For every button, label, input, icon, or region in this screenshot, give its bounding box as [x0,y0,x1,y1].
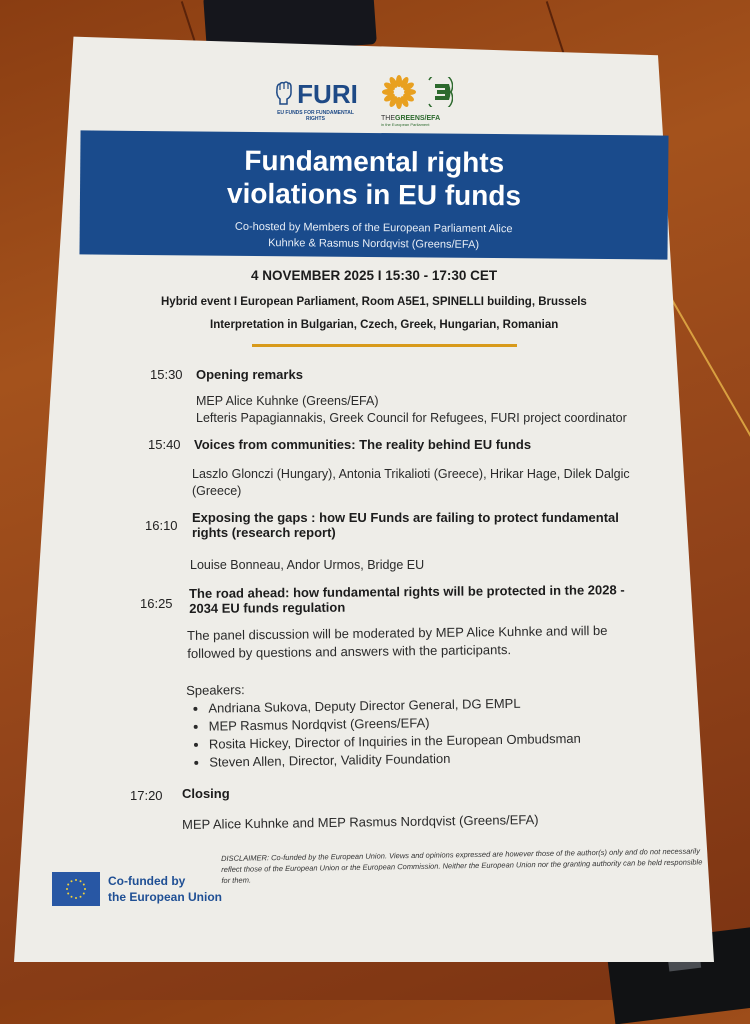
event-title: Fundamental rights violations in EU funds [226,144,522,212]
title-banner [79,130,668,259]
furi-subtitle: EU FUNDS FOR FUNDAMENTAL RIGHTS [277,110,354,122]
agenda-title: Closing [182,786,230,801]
divider-rule [252,344,517,347]
speaker-list: Speakers: • Andriana Sukova, Deputy Director General, DG EMPL • MEP Rasmus Nordqvist (Greens/EFA) • Rosita Hickey, Director of Inquiries in the European Ombudsman • Steven Allen, Director, Validity Foundation [186,676,581,772]
agenda-time: 17:20 [130,788,163,803]
agenda-time: 16:25 [140,596,173,611]
agenda-title: The road ahead: how fundamental rights will be protected in the 2028 - 2034 EU funds regulation [189,582,625,616]
efa-e-icon [425,77,453,112]
furi-wordmark: FURI [297,79,358,109]
eu-cofunding-block [52,872,222,906]
agenda-details: MEP Alice Kuhnke (Greens/EFA) Lefteris Papagiannakis, Greek Council for Refugees, FURI project coordinator [196,394,627,425]
cofunded-label: Co-funded by the European Union [108,874,222,904]
speaker-item: • Steven Allen, Director, Validity Foundation [209,748,581,772]
furi-logo [268,79,363,122]
event-venue: Hybrid event I European Parliament, Room A5E1, SPINELLI building, Brussels [161,296,587,308]
greens-logo [381,74,453,127]
greens-subtitle: in the European Parliament [381,122,430,127]
agenda-title: Opening remarks [196,367,303,382]
agenda-details: The panel discussion will be moderated by MEP Alice Kuhnke and will be followed by questions and answers with the participants. [187,622,608,661]
agenda-time: 16:10 [145,518,178,533]
agenda-title: Exposing the gaps : how EU Funds are failing to protect fundamental rights (research report) [192,510,619,540]
speaker-item: • Andriana Sukova, Deputy Director General, DG EMPL [208,694,580,718]
agenda-details: Louise Bonneau, Andor Urmos, Bridge EU [190,558,425,572]
sunflower-icon [381,74,425,115]
disclaimer-text: DISCLAIMER: Co-funded by the European Union. Views and opinions expressed are however those of the author(s) only and do not necessarily reflect those of the European Union or the European Commission. Neither the European Union nor the granting authority can be held responsible for them. [221,846,703,885]
cohost-text: Co-hosted by Members of the European Parliament Alice Kuhnke & Rasmus Nordqvist (Greens/EFA) [234,220,513,251]
agenda-time: 15:30 [150,367,183,382]
eu-flag-icon [52,872,100,906]
agenda-title: Voices from communities: The reality behind EU funds [194,437,532,452]
agenda-details: Laszlo Glonczi (Hungary), Antonia Trikalioti (Greece), Hrikar Hage, Dilek Dalgic (Greece) [192,467,630,498]
event-date-time: 4 NOVEMBER 2025 I 15:30 - 17:30 CET [251,268,498,283]
agenda-details: MEP Alice Kuhnke and MEP Rasmus Nordqvist (Greens/EFA) [182,812,539,832]
speaker-item: • Rosita Hickey, Director of Inquiries in the European Ombudsman [209,730,581,754]
speaker-item: • MEP Rasmus Nordqvist (Greens/EFA) [209,712,581,736]
event-interpretation: Interpretation in Bulgarian, Czech, Greek, Hungarian, Romanian [210,319,559,331]
greens-wordmark: THEGREENS/EFA [381,115,441,122]
logo-row [268,74,453,127]
raised-fist-icon [273,79,295,110]
agenda-time: 15:40 [148,437,181,452]
